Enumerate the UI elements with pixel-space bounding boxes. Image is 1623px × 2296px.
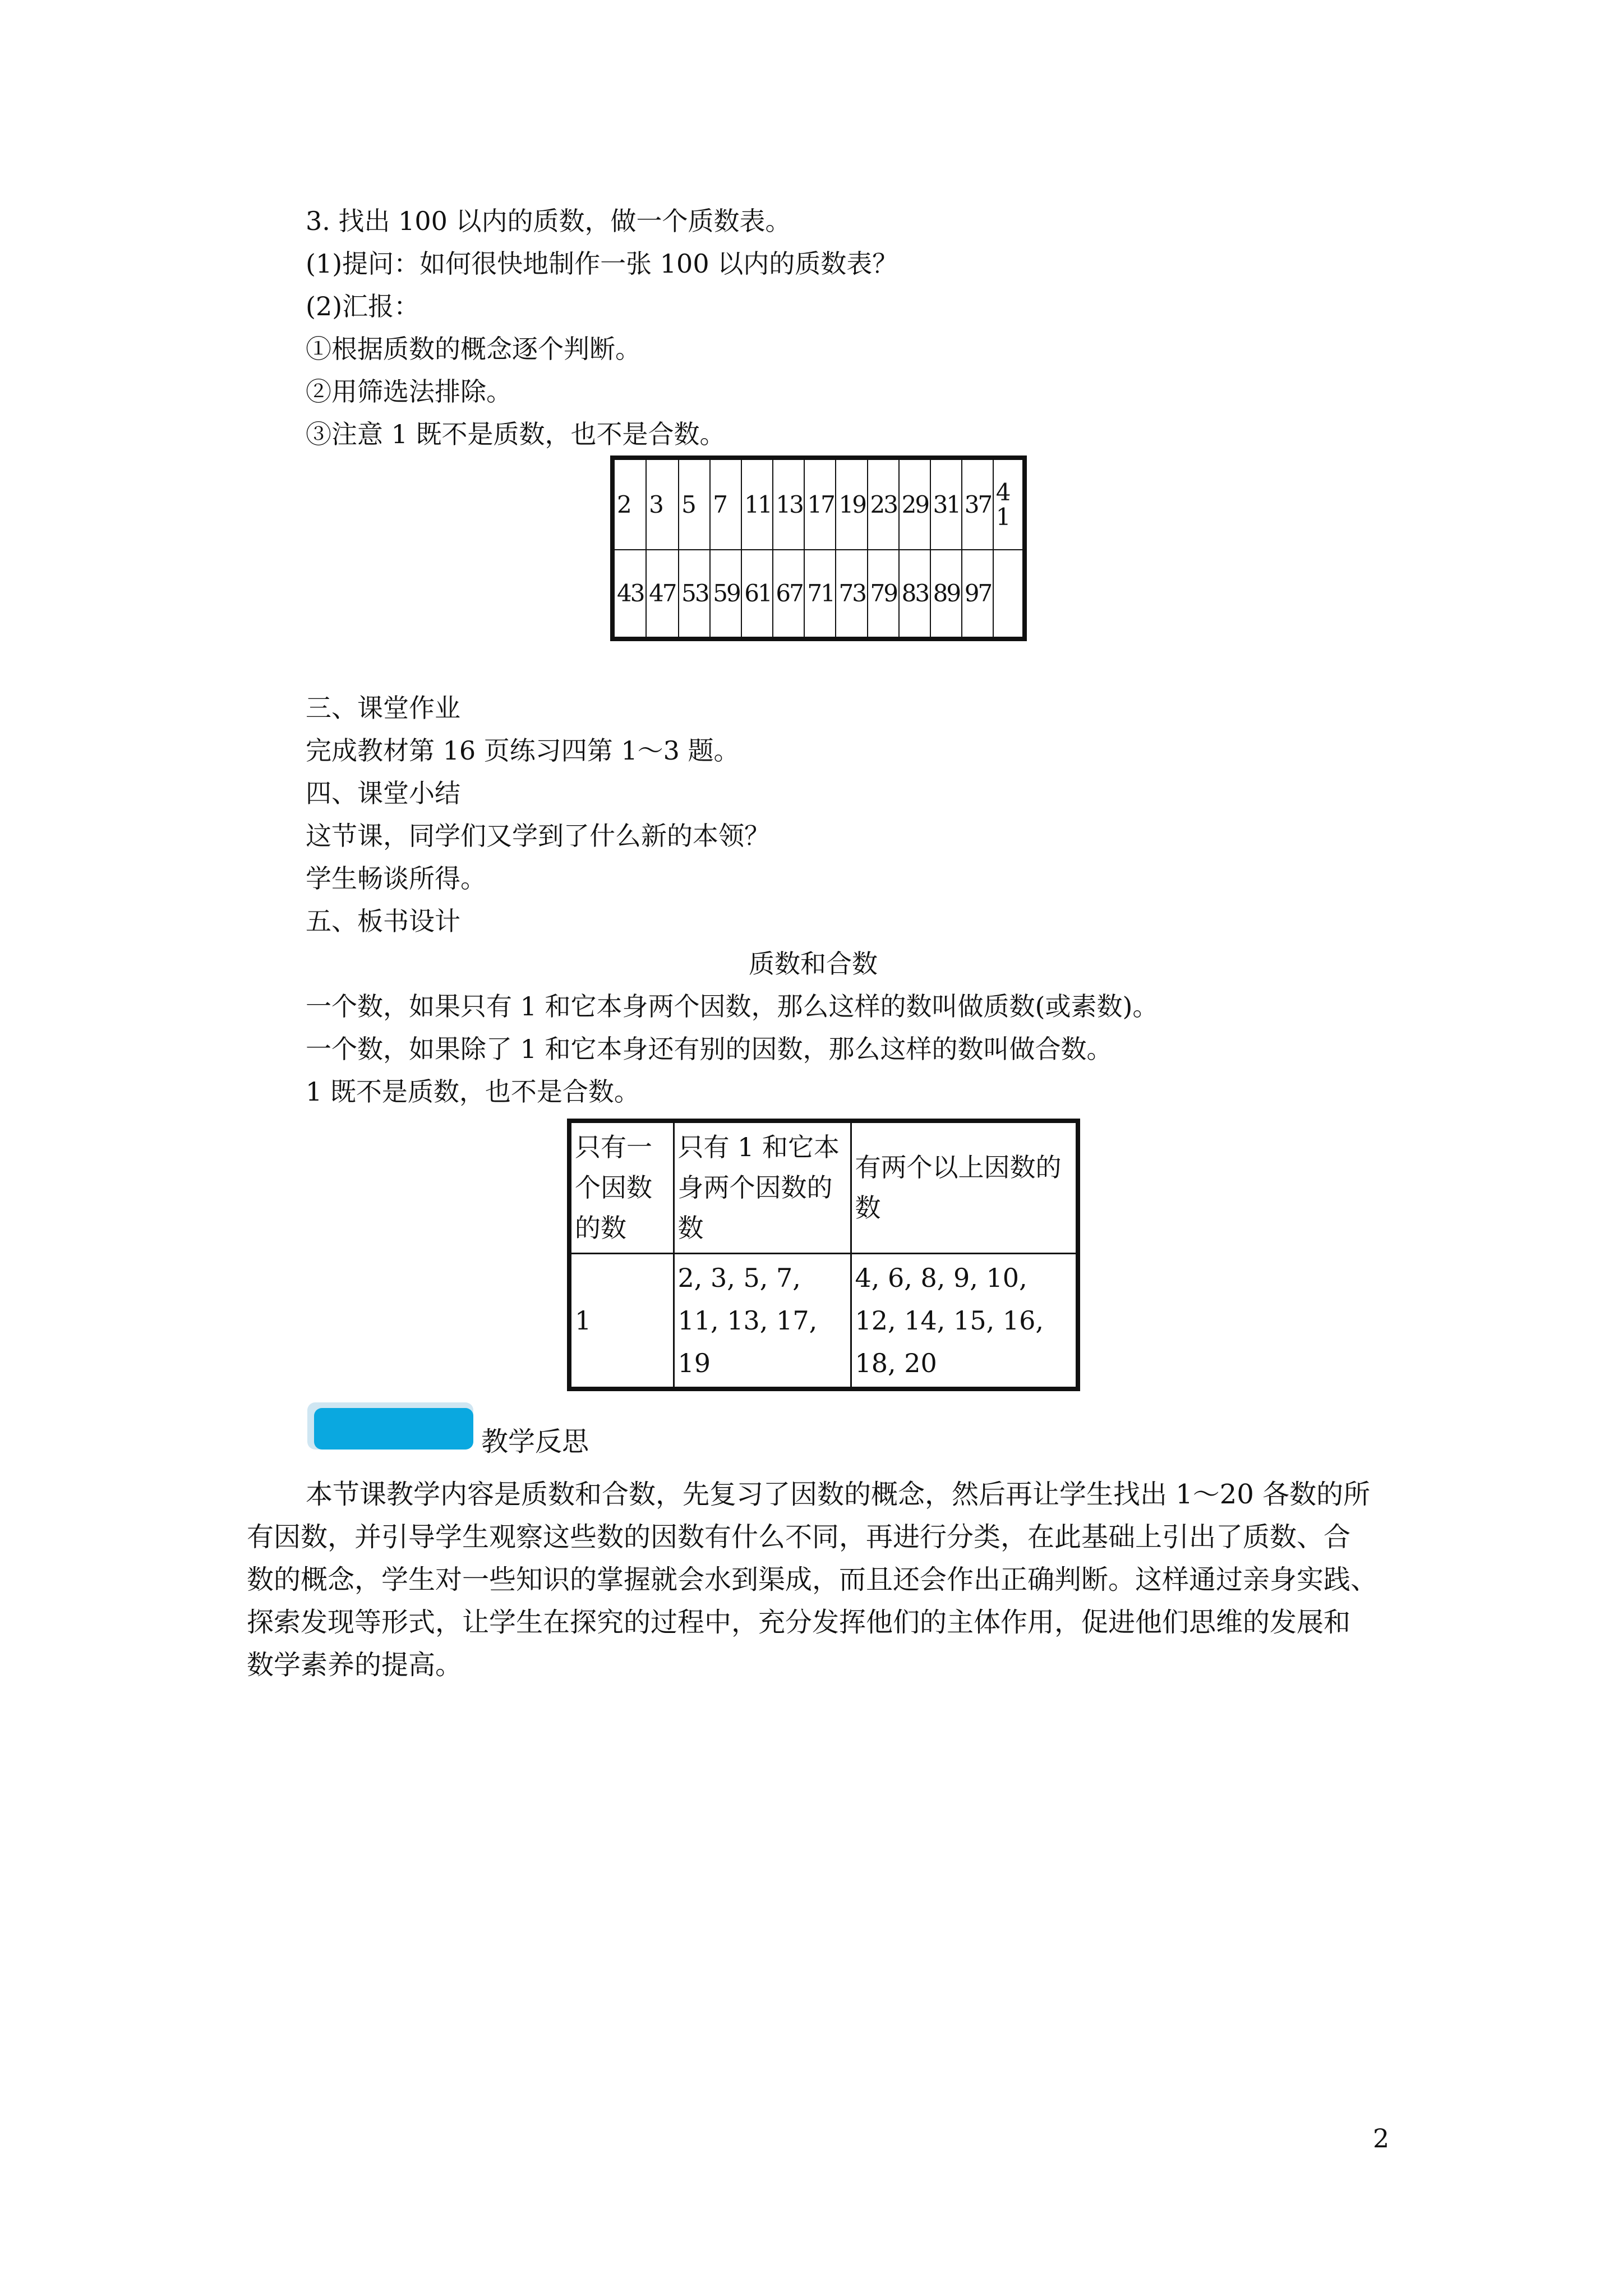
homework-text: 完成教材第 16 页练习四第 1～3 题。 [306,735,740,766]
reflection-line: 探索发现等形式，让学生在探究的过程中，充分发挥他们的主体作用，促进他们思维的发展和 [247,1607,1351,1638]
board-body-row [569,1253,1078,1389]
prime-cell: 13 [773,458,804,550]
prime-cell: 71 [804,550,836,639]
header-one-factor: 只有一个因数的数 [569,1121,674,1253]
summary-answer: 学生畅谈所得。 [306,863,486,894]
page-number: 2 [1373,2123,1390,2154]
prime-cell: 2 [612,458,646,550]
prime-cell: 29 [899,458,930,550]
method-1: ①根据质数的概念逐个判断。 [306,334,641,364]
reflection-line: 数的概念，学生对一些知识的掌握就会水到渠成，而且还会作出正确判断。这样通过亲身实践、 [247,1564,1378,1595]
cell-composites: 4, 6, 8, 9, 10, 12, 14, 15, 16, 18, 20 [851,1253,1078,1389]
cell-primes: 2, 3, 5, 7, 11, 13, 17, 19 [674,1253,851,1389]
badge-fill [314,1408,473,1450]
reflection-line: 本节课教学内容是质数和合数，先复习了因数的概念，然后再让学生找出 1～20 各数的所 [306,1479,1371,1510]
prime-cell: 83 [899,550,930,639]
note-one: 1 既不是质数，也不是合数。 [306,1076,640,1107]
homework-heading: 三、课堂作业 [306,693,460,723]
prime-table [610,455,1027,641]
method-2: ②用筛选法排除。 [306,376,512,407]
board-title: 质数和合数 [749,949,878,979]
summary-question: 这节课，同学们又学到了什么新的本领？ [306,821,770,851]
section-badge [307,1402,473,1450]
prime-cell [993,550,1025,639]
prime-cell: 31 [930,458,962,550]
prime-cell: 43 [612,550,646,639]
definition-prime: 一个数，如果只有 1 和它本身两个因数，那么这样的数叫做质数(或素数)。 [306,991,1159,1022]
prime-cell: 79 [868,550,899,639]
reflection-line: 数学素养的提高。 [247,1649,463,1681]
prime-cell: 17 [804,458,836,550]
prime-cell: 19 [836,458,867,550]
board-heading: 五、板书设计 [306,906,460,936]
board-table [567,1119,1080,1391]
prime-cell: 23 [868,458,899,550]
section3-heading: 3. 找出 100 以内的质数，做一个质数表。 [306,206,791,236]
prime-cell: 73 [836,550,867,639]
method-3: ③注意 1 既不是质数，也不是合数。 [306,419,726,449]
prime-cell: 61 [741,550,773,639]
prime-cell: 97 [962,550,993,639]
prime-cell: 47 [646,550,679,639]
prime-cell: 67 [773,550,804,639]
summary-heading: 四、课堂小结 [306,778,460,808]
prime-cell: 37 [962,458,993,550]
prime-cell: 3 [646,458,679,550]
prime-cell: 53 [679,550,710,639]
question-2: (2)汇报： [306,291,420,321]
header-two-factors: 只有 1 和它本身两个因数的数 [674,1121,851,1253]
cell-one-factor: 1 [569,1253,674,1389]
prime-cell: 89 [930,550,962,639]
prime-row-1 [612,458,1025,550]
prime-cell: 59 [710,550,741,639]
prime-cell: 41 [993,458,1025,550]
prime-cell: 7 [710,458,741,550]
definition-composite: 一个数，如果除了 1 和它本身还有别的因数，那么这样的数叫做合数。 [306,1034,1113,1064]
board-header-row [569,1121,1078,1253]
prime-cell: 11 [741,458,773,550]
prime-row-2 [612,550,1025,639]
prime-cell: 5 [679,458,710,550]
header-more-factors: 有两个以上因数的数 [851,1121,1078,1253]
reflection-line: 有因数，并引导学生观察这些数的因数有什么不同，再进行分类，在此基础上引出了质数、合 [247,1521,1351,1553]
question-1: (1)提问：如何很快地制作一张 100 以内的质数表？ [306,249,898,279]
reflection-title: 教学反思 [481,1426,589,1457]
